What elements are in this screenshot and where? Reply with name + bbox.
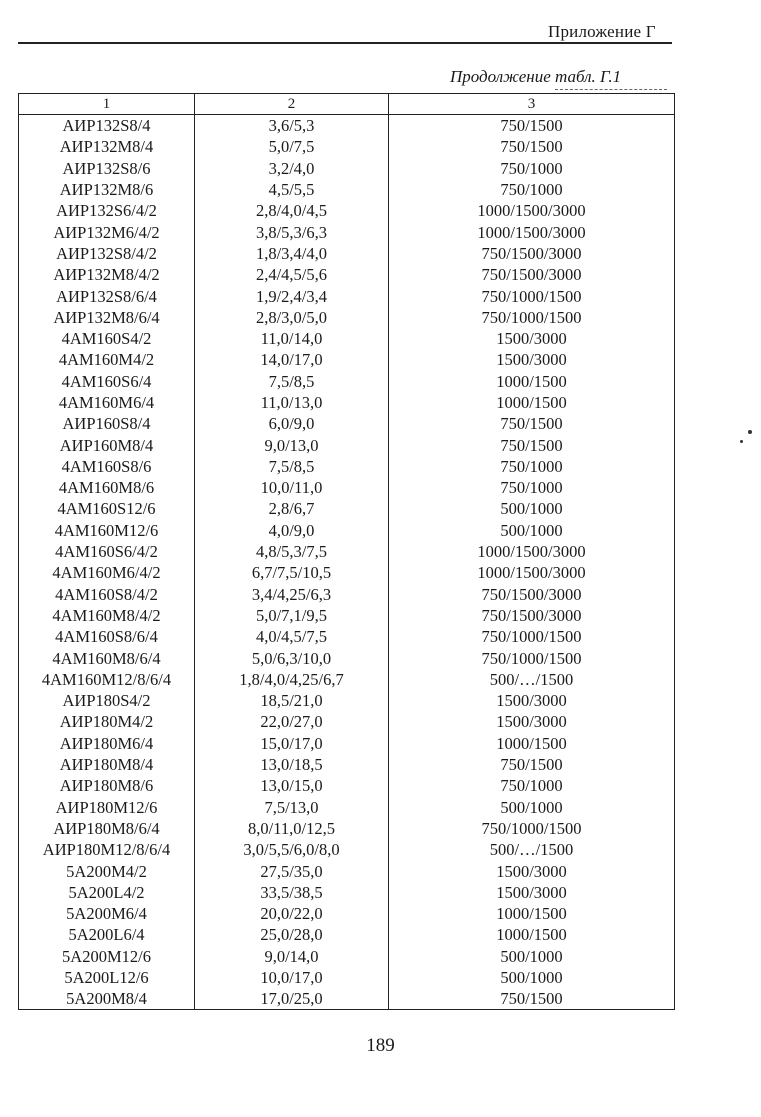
scan-mark <box>748 430 752 434</box>
table-row <box>19 477 675 498</box>
power-cell: 2,4/4,5/5,6 <box>195 264 389 285</box>
motor-type-cell: АИР180M12/6 <box>19 797 195 818</box>
power-cell: 13,0/15,0 <box>195 775 389 796</box>
motor-type-cell: АИР160M8/4 <box>19 434 195 455</box>
speed-cell: 1500/3000 <box>389 349 675 370</box>
motor-type-cell: АИР132M8/6/4 <box>19 307 195 328</box>
speed-cell: 1000/1500/3000 <box>389 200 675 221</box>
speed-cell: 1000/1500 <box>389 371 675 392</box>
table-row <box>19 754 675 775</box>
power-cell: 10,0/11,0 <box>195 477 389 498</box>
table-row <box>19 328 675 349</box>
table-row <box>19 413 675 434</box>
motor-type-cell: 4АМ160S12/6 <box>19 498 195 519</box>
speed-cell: 1000/1500 <box>389 392 675 413</box>
speed-cell: 1000/1500 <box>389 903 675 924</box>
power-cell: 3,2/4,0 <box>195 158 389 179</box>
power-cell: 20,0/22,0 <box>195 903 389 924</box>
motor-type-cell: 5А200M4/2 <box>19 860 195 881</box>
power-cell: 7,5/13,0 <box>195 797 389 818</box>
motor-type-cell: 4АМ160S8/4/2 <box>19 584 195 605</box>
table-row <box>19 158 675 179</box>
power-cell: 2,8/4,0/4,5 <box>195 200 389 221</box>
data-table-container <box>18 93 674 1010</box>
speed-cell: 750/1500 <box>389 988 675 1010</box>
table-row <box>19 221 675 242</box>
power-cell: 4,0/4,5/7,5 <box>195 626 389 647</box>
motor-type-cell: 4АМ160S4/2 <box>19 328 195 349</box>
motor-type-cell: 5А200M8/4 <box>19 988 195 1010</box>
speed-cell: 750/1000 <box>389 775 675 796</box>
motor-type-cell: 5А200M12/6 <box>19 946 195 967</box>
power-cell: 4,0/9,0 <box>195 520 389 541</box>
table-row <box>19 584 675 605</box>
header-rule <box>18 42 672 44</box>
motor-type-cell: АИР160S8/4 <box>19 413 195 434</box>
column-header: 1 <box>19 94 195 115</box>
power-cell: 27,5/35,0 <box>195 860 389 881</box>
speed-cell: 1000/1500 <box>389 924 675 945</box>
motor-type-cell: АИР180M8/6 <box>19 775 195 796</box>
motor-type-cell: 5А200L6/4 <box>19 924 195 945</box>
power-cell: 3,6/5,3 <box>195 115 389 137</box>
motor-type-cell: 4АМ160S6/4/2 <box>19 541 195 562</box>
power-cell: 5,0/7,1/9,5 <box>195 605 389 626</box>
speed-cell: 750/1500/3000 <box>389 264 675 285</box>
speed-cell: 750/1500/3000 <box>389 243 675 264</box>
table-body <box>19 115 675 1010</box>
motor-type-cell: 4АМ160M6/4/2 <box>19 562 195 583</box>
speed-cell: 1500/3000 <box>389 690 675 711</box>
speed-cell: 500/…/1500 <box>389 839 675 860</box>
speed-cell: 750/1500 <box>389 413 675 434</box>
table-row <box>19 967 675 988</box>
table-row <box>19 647 675 668</box>
power-cell: 14,0/17,0 <box>195 349 389 370</box>
table-row <box>19 690 675 711</box>
motor-type-cell: АИР180M8/6/4 <box>19 818 195 839</box>
power-cell: 10,0/17,0 <box>195 967 389 988</box>
appendix-title: Приложение Г <box>548 22 656 41</box>
motor-type-cell: АИР132S8/4/2 <box>19 243 195 264</box>
speed-cell: 750/1500 <box>389 136 675 157</box>
table-row <box>19 179 675 200</box>
motor-type-cell: АИР132S8/6/4 <box>19 285 195 306</box>
motor-type-cell: 4АМ160M6/4 <box>19 392 195 413</box>
power-cell: 18,5/21,0 <box>195 690 389 711</box>
page-number: 189 <box>366 1035 395 1056</box>
speed-cell: 1000/1500/3000 <box>389 562 675 583</box>
power-cell: 1,8/3,4/4,0 <box>195 243 389 264</box>
speed-cell: 500/1000 <box>389 498 675 519</box>
power-cell: 7,5/8,5 <box>195 371 389 392</box>
motor-type-cell: АИР132S8/6 <box>19 158 195 179</box>
speed-cell: 500/1000 <box>389 946 675 967</box>
motor-type-cell: АИР180M8/4 <box>19 754 195 775</box>
table-row <box>19 520 675 541</box>
speed-cell: 750/1000 <box>389 456 675 477</box>
motor-type-cell: АИР132M8/4 <box>19 136 195 157</box>
table-row <box>19 285 675 306</box>
power-cell: 25,0/28,0 <box>195 924 389 945</box>
motor-type-cell: АИР132M8/6 <box>19 179 195 200</box>
table-row <box>19 434 675 455</box>
speed-cell: 1500/3000 <box>389 328 675 349</box>
motor-type-cell: 4АМ160M8/6 <box>19 477 195 498</box>
motor-type-cell: АИР132S6/4/2 <box>19 200 195 221</box>
table-row <box>19 924 675 945</box>
speed-cell: 750/1000/1500 <box>389 647 675 668</box>
speed-cell: 750/1000/1500 <box>389 285 675 306</box>
speed-cell: 1000/1500 <box>389 733 675 754</box>
speed-cell: 750/1500 <box>389 434 675 455</box>
table-row <box>19 562 675 583</box>
motor-type-cell: 4АМ160M12/6 <box>19 520 195 541</box>
table-row <box>19 605 675 626</box>
table-row <box>19 860 675 881</box>
table-row <box>19 775 675 796</box>
speed-cell: 750/1000 <box>389 158 675 179</box>
power-cell: 5,0/7,5 <box>195 136 389 157</box>
motor-type-cell: АИР180M4/2 <box>19 711 195 732</box>
speed-cell: 500/1000 <box>389 967 675 988</box>
table-row <box>19 264 675 285</box>
table-row <box>19 626 675 647</box>
speed-cell: 1000/1500/3000 <box>389 541 675 562</box>
speed-cell: 1500/3000 <box>389 711 675 732</box>
motor-type-cell: 5А200L4/2 <box>19 882 195 903</box>
table-row <box>19 903 675 924</box>
motor-type-cell: 5А200L12/6 <box>19 967 195 988</box>
motor-type-cell: АИР132M6/4/2 <box>19 221 195 242</box>
table-row <box>19 115 675 137</box>
power-cell: 6,7/7,5/10,5 <box>195 562 389 583</box>
speed-cell: 1500/3000 <box>389 860 675 881</box>
data-table <box>18 93 675 1010</box>
motor-type-cell: 4АМ160S8/6/4 <box>19 626 195 647</box>
table-row <box>19 711 675 732</box>
power-cell: 3,0/5,5/6,0/8,0 <box>195 839 389 860</box>
continuation-label: Продолжение табл. Г.1 <box>450 67 622 86</box>
motor-type-cell: 4АМ160M8/6/4 <box>19 647 195 668</box>
power-cell: 17,0/25,0 <box>195 988 389 1010</box>
power-cell: 7,5/8,5 <box>195 456 389 477</box>
motor-type-cell: АИР132S8/4 <box>19 115 195 137</box>
speed-cell: 500/1000 <box>389 797 675 818</box>
power-cell: 11,0/13,0 <box>195 392 389 413</box>
power-cell: 33,5/38,5 <box>195 882 389 903</box>
table-row <box>19 136 675 157</box>
power-cell: 3,4/4,25/6,3 <box>195 584 389 605</box>
power-cell: 2,8/3,0/5,0 <box>195 307 389 328</box>
motor-type-cell: 4АМ160S6/4 <box>19 371 195 392</box>
table-row <box>19 988 675 1010</box>
table-row <box>19 541 675 562</box>
speed-cell: 750/1000 <box>389 179 675 200</box>
speed-cell: 750/1500/3000 <box>389 605 675 626</box>
table-row <box>19 200 675 221</box>
power-cell: 5,0/6,3/10,0 <box>195 647 389 668</box>
speed-cell: 750/1500/3000 <box>389 584 675 605</box>
power-cell: 9,0/13,0 <box>195 434 389 455</box>
speed-cell: 750/1500 <box>389 754 675 775</box>
column-header: 2 <box>195 94 389 115</box>
table-header-row <box>19 94 675 115</box>
power-cell: 4,5/5,5 <box>195 179 389 200</box>
power-cell: 1,9/2,4/3,4 <box>195 285 389 306</box>
motor-type-cell: 4АМ160M4/2 <box>19 349 195 370</box>
power-cell: 4,8/5,3/7,5 <box>195 541 389 562</box>
speed-cell: 1500/3000 <box>389 882 675 903</box>
motor-type-cell: 4АМ160S8/6 <box>19 456 195 477</box>
table-row <box>19 392 675 413</box>
motor-type-cell: АИР180M12/8/6/4 <box>19 839 195 860</box>
table-row <box>19 946 675 967</box>
table-row <box>19 818 675 839</box>
table-row <box>19 371 675 392</box>
table-row <box>19 882 675 903</box>
speed-cell: 750/1000/1500 <box>389 307 675 328</box>
power-cell: 8,0/11,0/12,5 <box>195 818 389 839</box>
power-cell: 22,0/27,0 <box>195 711 389 732</box>
speed-cell: 500/…/1500 <box>389 669 675 690</box>
power-cell: 6,0/9,0 <box>195 413 389 434</box>
speed-cell: 750/1000/1500 <box>389 818 675 839</box>
continuation-underline <box>555 89 667 90</box>
power-cell: 13,0/18,5 <box>195 754 389 775</box>
motor-type-cell: АИР132M8/4/2 <box>19 264 195 285</box>
speed-cell: 500/1000 <box>389 520 675 541</box>
motor-type-cell: 5А200M6/4 <box>19 903 195 924</box>
power-cell: 9,0/14,0 <box>195 946 389 967</box>
power-cell: 11,0/14,0 <box>195 328 389 349</box>
table-row <box>19 839 675 860</box>
table-row <box>19 307 675 328</box>
table-row <box>19 498 675 519</box>
table-row <box>19 797 675 818</box>
table-row <box>19 243 675 264</box>
motor-type-cell: 4АМ160M12/8/6/4 <box>19 669 195 690</box>
column-header: 3 <box>389 94 675 115</box>
motor-type-cell: 4АМ160M8/4/2 <box>19 605 195 626</box>
power-cell: 2,8/6,7 <box>195 498 389 519</box>
table-row <box>19 669 675 690</box>
power-cell: 15,0/17,0 <box>195 733 389 754</box>
table-row <box>19 456 675 477</box>
speed-cell: 750/1500 <box>389 115 675 137</box>
speed-cell: 750/1000 <box>389 477 675 498</box>
speed-cell: 750/1000/1500 <box>389 626 675 647</box>
power-cell: 1,8/4,0/4,25/6,7 <box>195 669 389 690</box>
motor-type-cell: АИР180M6/4 <box>19 733 195 754</box>
table-row <box>19 349 675 370</box>
motor-type-cell: АИР180S4/2 <box>19 690 195 711</box>
power-cell: 3,8/5,3/6,3 <box>195 221 389 242</box>
speed-cell: 1000/1500/3000 <box>389 221 675 242</box>
table-row <box>19 733 675 754</box>
scan-mark <box>740 440 743 443</box>
